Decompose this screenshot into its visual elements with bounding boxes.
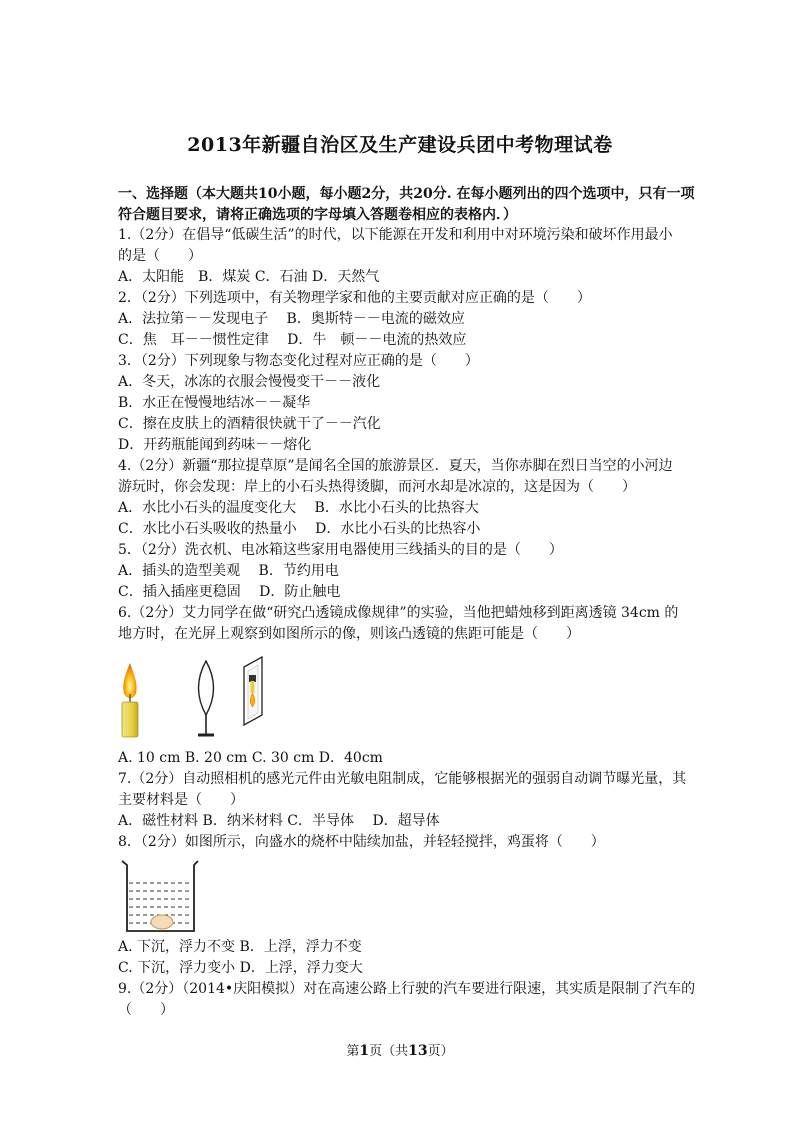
q6-options: A. 10 cm B. 20 cm C. 30 cm D．40cm	[118, 750, 383, 766]
light-screen-icon	[244, 657, 262, 725]
footer-prefix: 第	[346, 1044, 360, 1059]
q6-stem-line2: 地方时，在光屏上观察到如图所示的像，则该凸透镜的焦距可能是（ ）	[118, 626, 580, 642]
footer-middle: 页（共	[369, 1044, 409, 1059]
q3-option-c: C．擦在皮肤上的酒精很快就干了－－汽化	[118, 416, 381, 432]
q7-stem-line2: 主要材料是（ ）	[118, 792, 244, 808]
total-page-count: 13	[408, 1043, 428, 1059]
q9-stem-line1: 9.（2分）（2014•庆阳模拟）对在高速公路上行驶的汽车要进行限速，其实质是限制了汽车的	[118, 981, 696, 997]
q3-stem: 3．（2分）下列现象与物态变化过程对应正确的是（ ）	[118, 353, 479, 369]
section-heading-line1: 一、选择题（本大题共10小题，每小题2分，共20分. 在每小题列出的四个选项中，只有一项	[118, 186, 695, 202]
q4-stem-line1: 4.（2分）新疆“那拉提草原”是闻名全国的旅游景区．夏天，当你赤脚在烈日当空的小河边	[118, 458, 673, 474]
footer-suffix: 页）	[427, 1044, 454, 1059]
q3-option-b: B．水正在慢慢地结冰－－凝华	[118, 395, 311, 411]
q4-options-ab: A．水比小石头的温度变化大 B．水比小石头的比热容大	[118, 500, 479, 516]
q8-options-ab: A. 下沉，浮力不变 B．上浮，浮力不变	[118, 939, 362, 955]
q4-options-cd: C．水比小石头吸收的热量小 D．水比小石头的比热容小	[118, 521, 481, 537]
q2-options-cd: C．焦 耳－－惯性定律 D．牛 顿－－电流的热效应	[118, 332, 467, 348]
section-heading-line2: 符合题目要求，请将正确选项的字母填入答题卷相应的表格内．）	[118, 207, 517, 223]
egg-icon	[151, 915, 173, 929]
q3-option-d: D．开药瓶能闻到药味－－熔化	[118, 437, 312, 453]
convex-lens-icon	[198, 661, 214, 735]
q5-options-cd: C．插入插座更稳固 D．防止触电	[118, 584, 341, 600]
q1-stem-line2: 的是（ ）	[118, 248, 202, 264]
page-title: 2013年新疆自治区及生产建设兵团中考物理试卷	[187, 134, 613, 156]
q8-options-cd: C. 下沉，浮力变小 D．上浮，浮力变大	[118, 960, 363, 976]
page-footer	[0, 1040, 800, 1059]
q5-options-ab: A．插头的造型美观 B．节约用电	[118, 563, 339, 579]
current-page-number: 1	[359, 1043, 370, 1059]
beaker-egg-figure	[118, 855, 203, 935]
lens-experiment-figure	[114, 655, 274, 740]
q9-stem-line2: （ ）	[118, 1002, 174, 1018]
q8-stem: 8．（2分）如图所示，向盛水的烧杯中陆续加盐，并轻轻搅拌，鸡蛋将（ ）	[118, 834, 605, 850]
q3-option-a: A．冬天，冰冻的衣服会慢慢变干－－液化	[118, 374, 381, 390]
q1-stem-line1: 1.（2分）在倡导“低碳生活”的时代，以下能源在开发和利用中对环境污染和破坏作用最小	[118, 227, 673, 243]
q2-stem: 2．（2分）下列选项中，有关物理学家和他的主要贡献对应正确的是（ ）	[118, 290, 591, 306]
q5-stem: 5．（2分）洗衣机、电冰箱这些家用电器使用三线插头的目的是（ ）	[118, 542, 563, 558]
q7-stem-line1: 7.（2分）自动照相机的感光元件由光敏电阻制成，它能够根据光的强弱自动调节曝光量，其	[118, 771, 687, 787]
q6-stem-line1: 6.（2分）艾力同学在做“研究凸透镜成像规律”的实验，当他把蜡烛移到距离透镜 34cm 的	[118, 605, 679, 621]
q4-stem-line2: 游玩时，你会发现：岸上的小石头热得烫脚，而河水却是冰凉的，这是因为（ ）	[118, 479, 636, 495]
candle-icon	[122, 663, 138, 737]
q1-options: A．太阳能 B．煤炭 C．石油 D．天然气	[118, 269, 380, 285]
q2-options-ab: A．法拉第－－发现电子 B．奥斯特－－电流的磁效应	[118, 311, 465, 327]
q7-options: A．磁性材料 B．纳米材料 C．半导体 D．超导体	[118, 813, 440, 829]
